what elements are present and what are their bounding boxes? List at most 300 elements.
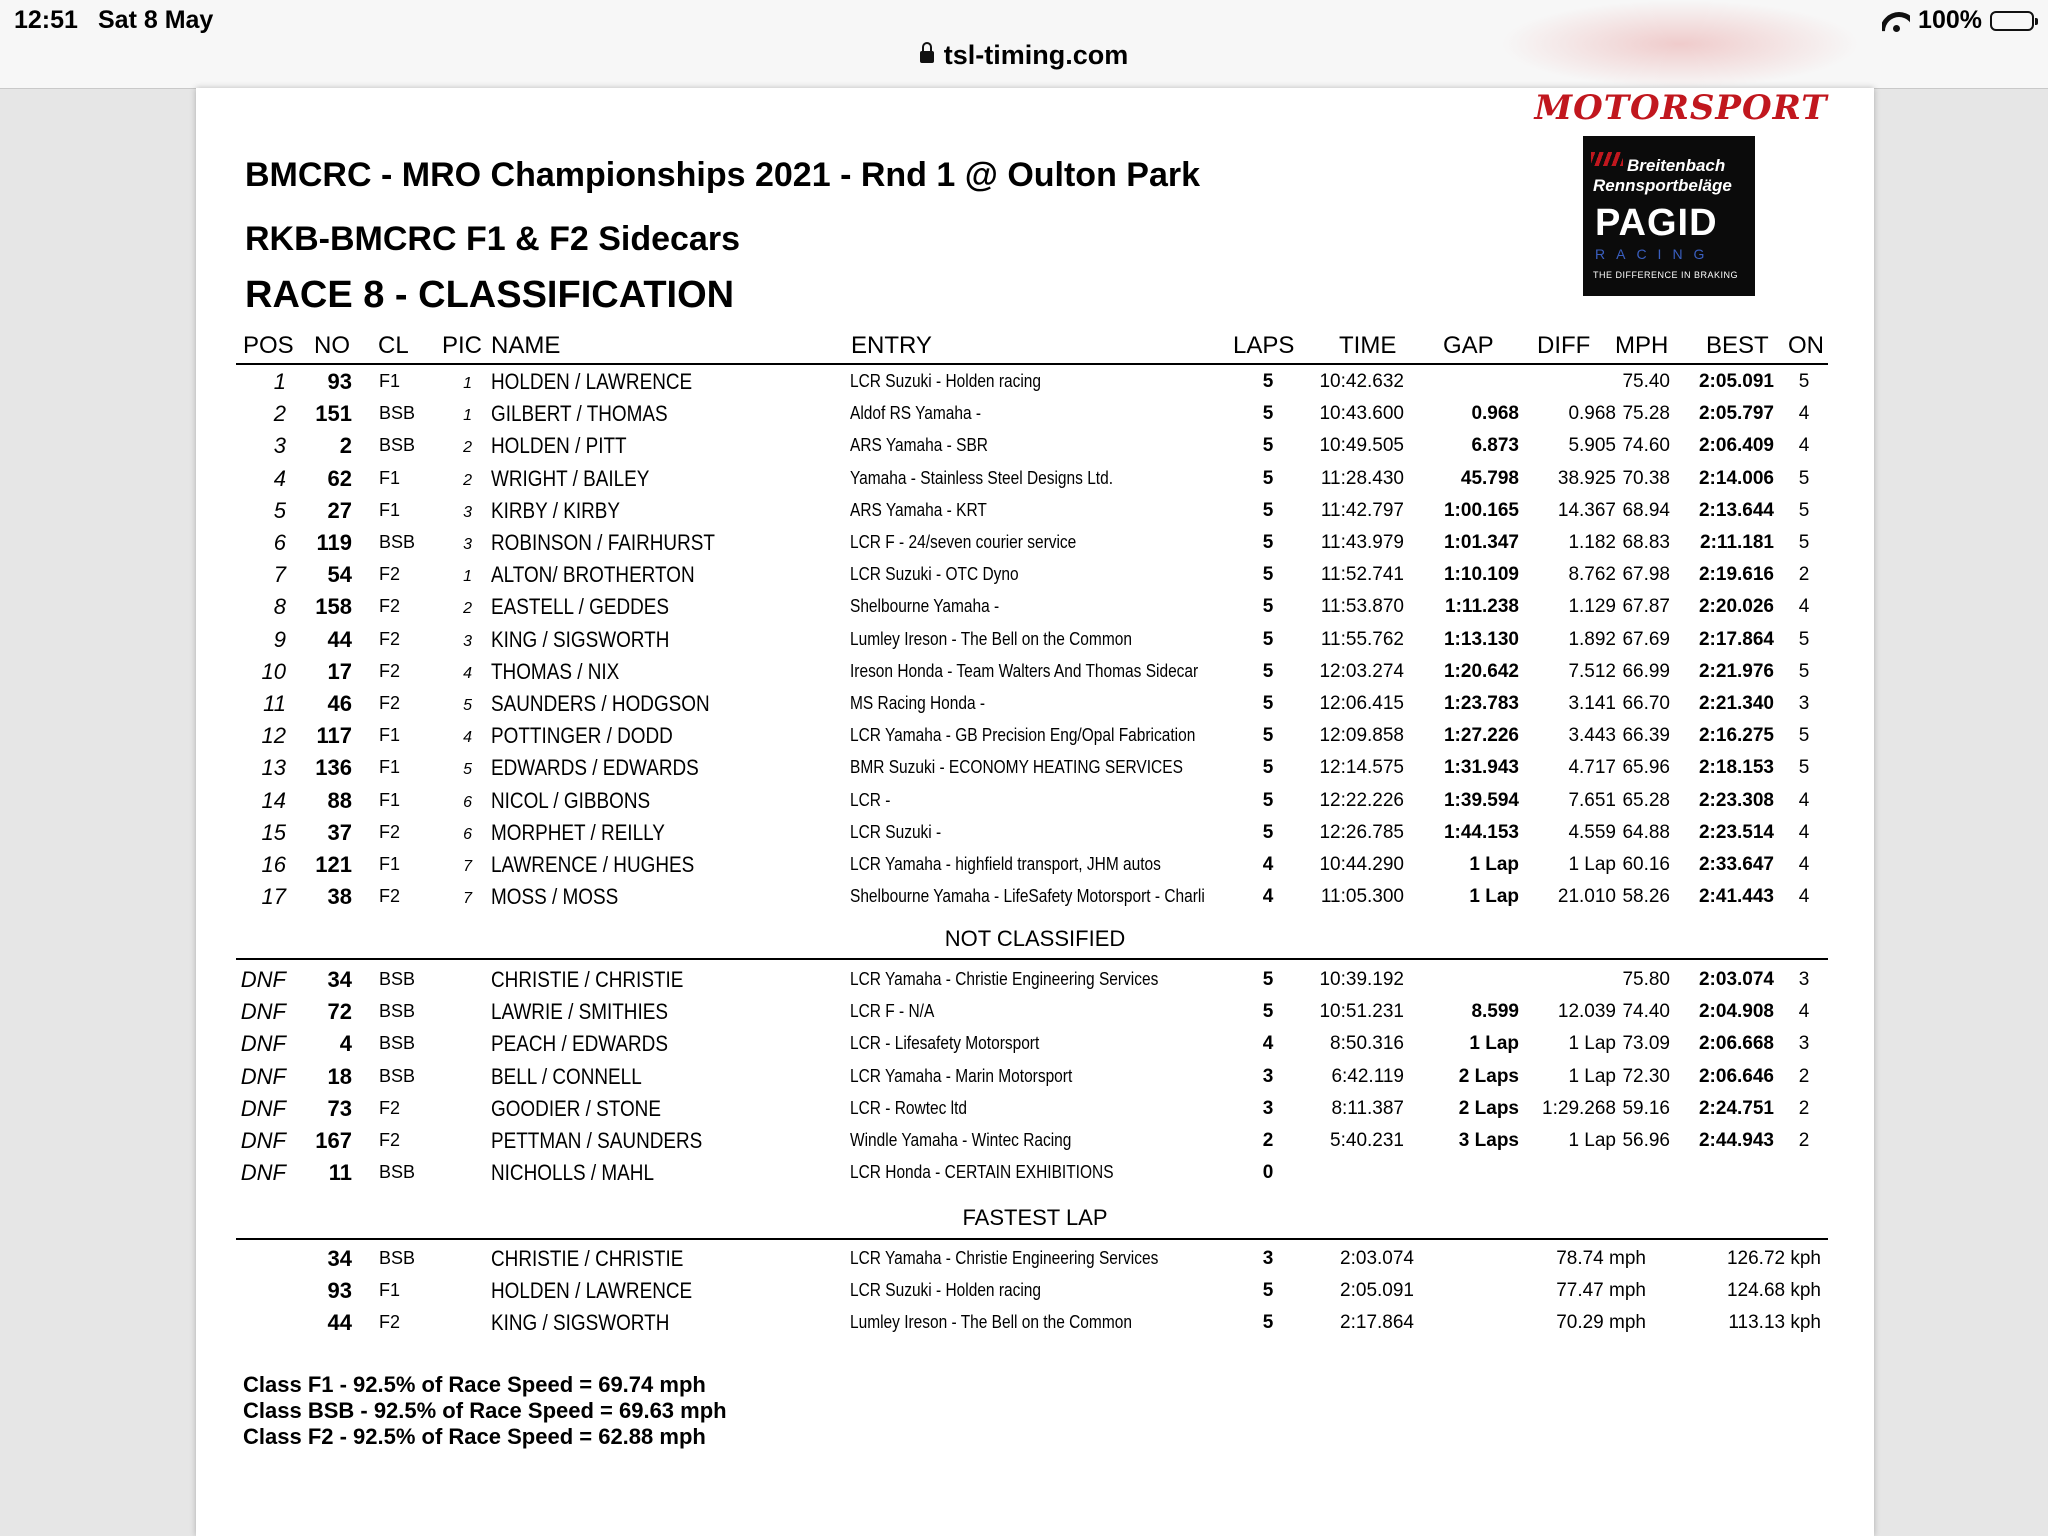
driver-names: PEACH / EDWARDS — [491, 1031, 668, 1057]
total-time: 11:28.430 — [1320, 467, 1404, 489]
best-on-lap: 5 — [1798, 371, 1810, 392]
table-row — [196, 1064, 1874, 1096]
logo-stripes — [1591, 152, 1623, 166]
driver-names: WRIGHT / BAILEY — [491, 465, 650, 491]
table-row — [196, 659, 1874, 691]
diff: 4.559 — [1568, 821, 1616, 843]
position: 1 — [273, 369, 286, 394]
table-row — [196, 1128, 1874, 1160]
position-in-class: 7 — [463, 858, 472, 875]
total-time: 11:52.741 — [1320, 564, 1404, 586]
total-time: 6:42.119 — [1331, 1065, 1404, 1087]
total-time: 10:43.600 — [1319, 403, 1404, 425]
speed-mph: 78.74 mph — [1556, 1248, 1646, 1269]
col-entry: ENTRY — [851, 332, 932, 359]
table-row — [196, 1310, 1874, 1342]
best-lap: 2:14.006 — [1698, 467, 1774, 489]
best-lap: 2:21.340 — [1698, 693, 1774, 714]
total-time: 11:42.797 — [1320, 499, 1404, 521]
driver-names: GOODIER / STONE — [491, 1095, 661, 1121]
class: BSB — [379, 1065, 416, 1086]
class: BSB — [379, 532, 416, 552]
position: 3 — [273, 433, 286, 459]
best-lap: 2:24.751 — [1698, 1097, 1774, 1119]
best-on-lap: 5 — [1798, 467, 1810, 489]
mph: 66.99 — [1622, 660, 1670, 682]
car-number: 37 — [327, 819, 352, 845]
position: 11 — [263, 691, 286, 716]
table-row — [196, 433, 1874, 465]
results-document — [196, 88, 1874, 1536]
car-number: 44 — [327, 626, 352, 652]
class: BSB — [379, 1248, 416, 1268]
laps: 5 — [1262, 789, 1274, 811]
position-in-class: 7 — [463, 890, 472, 908]
laps: 5 — [1262, 499, 1274, 521]
driver-names: HOLDEN / PITT — [491, 433, 627, 459]
mph: 67.87 — [1622, 596, 1670, 618]
mph: 73.09 — [1622, 1033, 1670, 1055]
car-number: 27 — [327, 497, 352, 523]
laps: 4 — [1262, 1033, 1274, 1055]
class: F2 — [379, 1312, 401, 1333]
total-time: 5:40.231 — [1330, 1130, 1404, 1151]
class: F2 — [379, 693, 401, 713]
entry-name: LCR Yamaha - Christie Engineering Services — [850, 969, 1159, 989]
best-lap: 2:17.864 — [1698, 628, 1774, 650]
table-row — [196, 466, 1874, 498]
best-on-lap: 3 — [1798, 693, 1810, 714]
position-in-class: 1 — [463, 407, 472, 425]
position: 15 — [261, 819, 286, 845]
gap: 1:23.783 — [1443, 693, 1519, 714]
lap-time: 2:03.074 — [1340, 1248, 1414, 1269]
best-lap: 2:33.647 — [1698, 854, 1774, 875]
col-diff: DIFF — [1537, 332, 1591, 359]
gap: 2 Laps — [1458, 1065, 1519, 1087]
position: 14 — [261, 787, 286, 813]
driver-names: EDWARDS / EDWARDS — [491, 755, 699, 781]
gap: 1:00.165 — [1443, 499, 1519, 521]
car-number: 121 — [315, 852, 352, 877]
col-mph: MPH — [1615, 332, 1669, 359]
table-row — [196, 498, 1874, 530]
best-on-lap: 5 — [1798, 725, 1810, 747]
class: BSB — [379, 435, 416, 456]
car-number: 11 — [328, 1160, 352, 1186]
driver-names: EASTELL / GEDDES — [491, 594, 670, 620]
position: 2 — [273, 401, 286, 427]
total-time: 8:11.387 — [1331, 1097, 1404, 1119]
class: BSB — [379, 1162, 416, 1183]
total-time: 8:50.316 — [1330, 1033, 1404, 1055]
class: BSB — [379, 403, 416, 424]
car-number: 119 — [316, 530, 352, 555]
entry-name: LCR Suzuki - OTC Dyno — [850, 564, 1019, 585]
date: Sat 8 May — [98, 6, 214, 34]
driver-names: KING / SIGSWORTH — [491, 626, 670, 652]
class: F1 — [379, 1280, 401, 1301]
entry-name: LCR Suzuki - Holden racing — [850, 1280, 1042, 1301]
position: 9 — [273, 626, 286, 652]
laps: 5 — [1262, 467, 1274, 489]
total-time: 11:53.870 — [1320, 596, 1404, 618]
car-number: 54 — [327, 562, 352, 588]
lap-number: 5 — [1262, 1280, 1274, 1302]
car-number: 93 — [327, 369, 352, 394]
class: F2 — [379, 821, 401, 842]
table-row — [196, 723, 1874, 755]
class: F1 — [379, 789, 401, 810]
laps: 4 — [1262, 886, 1274, 908]
diff: 1.892 — [1568, 628, 1616, 650]
total-time: 12:26.785 — [1319, 821, 1404, 843]
position: 17 — [261, 884, 286, 910]
diff: 1.182 — [1568, 532, 1616, 553]
entry-name: LCR - — [850, 789, 891, 810]
gap: 2 Laps — [1458, 1097, 1519, 1119]
car-number: 34 — [327, 967, 352, 992]
total-time: 10:49.505 — [1319, 435, 1404, 457]
table-row — [196, 530, 1874, 562]
lap-time: 2:17.864 — [1340, 1312, 1414, 1334]
wifi-icon — [1882, 10, 1910, 32]
table-row — [196, 1031, 1874, 1063]
laps: 5 — [1262, 596, 1274, 618]
table-row — [196, 820, 1874, 852]
gap: 1:20.642 — [1443, 660, 1519, 682]
entry-name: LCR Yamaha - highfield transport, JHM autos — [850, 854, 1161, 874]
laps: 5 — [1262, 757, 1274, 779]
car-number: 117 — [316, 723, 352, 749]
gap: 1 Lap — [1469, 886, 1519, 908]
mph: 56.96 — [1622, 1130, 1670, 1151]
mph: 75.80 — [1622, 969, 1670, 990]
position: DNF — [240, 999, 286, 1025]
car-number: 72 — [327, 999, 352, 1025]
car-number: 2 — [339, 433, 352, 459]
class: F1 — [379, 757, 401, 778]
best-lap: 2:04.908 — [1698, 1001, 1774, 1023]
driver-names: LAWRIE / SMITHIES — [491, 999, 668, 1025]
col-name: NAME — [491, 332, 561, 359]
driver-names: BELL / CONNELL — [491, 1063, 642, 1089]
best-lap: 2:20.026 — [1698, 596, 1774, 618]
address-bar[interactable] — [0, 40, 2048, 71]
best-lap: 2:05.091 — [1698, 371, 1774, 392]
best-on-lap: 2 — [1798, 564, 1810, 586]
mph: 66.70 — [1622, 693, 1670, 714]
driver-names: KIRBY / KIRBY — [491, 497, 620, 523]
position: 10 — [261, 658, 286, 684]
car-number: 73 — [327, 1095, 352, 1121]
best-on-lap: 3 — [1798, 969, 1810, 990]
best-lap: 2:23.308 — [1698, 789, 1774, 811]
class: F2 — [379, 564, 401, 585]
driver-names: THOMAS / NIX — [491, 658, 620, 684]
position-in-class: 4 — [463, 664, 472, 682]
logo-line1: Breitenbach — [1627, 156, 1726, 175]
gap: 1 Lap — [1469, 854, 1519, 875]
table-row — [196, 788, 1874, 820]
gap: 1:10.109 — [1443, 564, 1519, 586]
position: 13 — [261, 755, 286, 781]
entry-name: LCR Yamaha - GB Precision Eng/Opal Fabrication — [850, 725, 1196, 746]
laps: 5 — [1262, 628, 1274, 650]
entry-name: LCR Suzuki - Holden racing — [850, 371, 1042, 391]
total-time: 12:14.575 — [1319, 757, 1404, 779]
best-lap: 2:13.644 — [1698, 499, 1774, 521]
position: DNF — [240, 1095, 286, 1121]
mph: 74.60 — [1622, 435, 1670, 457]
fastest-lap-heading: FASTEST LAP — [962, 1205, 1108, 1230]
gap: 45.798 — [1460, 467, 1519, 489]
best-lap: 2:11.181 — [1700, 532, 1774, 553]
driver-names: SAUNDERS / HODGSON — [491, 691, 710, 716]
mph: 72.30 — [1622, 1065, 1670, 1087]
class: F2 — [379, 628, 401, 649]
table-row — [196, 1096, 1874, 1128]
diff: 0.968 — [1568, 403, 1616, 425]
laps: 4 — [1262, 854, 1274, 875]
laps: 5 — [1262, 821, 1274, 843]
best-lap: 2:23.514 — [1698, 821, 1774, 843]
diff: 4.717 — [1568, 757, 1616, 779]
position: 7 — [273, 562, 286, 588]
best-lap: 2:03.074 — [1698, 969, 1774, 990]
entry-name: LCR Honda - CERTAIN EXHIBITIONS — [850, 1162, 1114, 1183]
car-number: 167 — [315, 1128, 352, 1153]
position: DNF — [240, 1063, 286, 1089]
table-row — [196, 967, 1874, 999]
entry-name: Aldof RS Yamaha - — [850, 403, 982, 424]
mph: 64.88 — [1622, 821, 1670, 843]
best-lap: 2:21.976 — [1698, 660, 1774, 682]
col-time: TIME — [1339, 332, 1397, 359]
class: F1 — [379, 725, 401, 746]
best-lap: 2:19.616 — [1698, 564, 1774, 586]
driver-names: CHRISTIE / CHRISTIE — [491, 1246, 684, 1271]
class: F1 — [379, 371, 401, 391]
mph: 74.40 — [1622, 1001, 1670, 1023]
total-time: 11:43.979 — [1320, 532, 1404, 553]
note-f1: Class F1 - 92.5% of Race Speed = 69.74 mph — [243, 1372, 706, 1397]
table-row — [196, 755, 1874, 787]
laps: 5 — [1262, 564, 1274, 586]
position: 6 — [273, 530, 286, 555]
laps: 5 — [1262, 660, 1274, 682]
gap: 1:01.347 — [1443, 532, 1519, 553]
gap: 8.599 — [1471, 1001, 1519, 1023]
total-time: 12:22.226 — [1319, 789, 1404, 811]
position-in-class: 2 — [463, 439, 472, 457]
laps: 5 — [1262, 532, 1274, 553]
logo-racing: RACING — [1595, 246, 1716, 262]
driver-names: KING / SIGSWORTH — [491, 1310, 670, 1336]
best-on-lap: 5 — [1798, 757, 1810, 779]
position: DNF — [240, 1128, 286, 1153]
motorsport-logo: MOTORSPORT — [1534, 88, 1828, 128]
position: 12 — [261, 723, 286, 749]
battery-percent: 100% — [1918, 6, 1982, 34]
lock-icon — [920, 51, 934, 63]
total-time: 10:39.192 — [1319, 969, 1404, 990]
laps: 5 — [1262, 435, 1274, 457]
car-number: 88 — [327, 787, 352, 813]
driver-names: ROBINSON / FAIRHURST — [491, 530, 715, 555]
col-no: NO — [314, 332, 350, 359]
car-number: 62 — [327, 465, 352, 491]
gap: 1 Lap — [1469, 1033, 1519, 1055]
car-number: 46 — [327, 691, 352, 716]
entry-name: BMR Suzuki - ECONOMY HEATING SERVICES — [850, 757, 1183, 778]
entry-name: LCR F - 24/seven courier service — [850, 532, 1077, 552]
col-pos: POS — [243, 332, 294, 359]
best-lap: 2:16.275 — [1698, 725, 1774, 747]
position-in-class: 1 — [463, 568, 472, 586]
table-row — [196, 999, 1874, 1031]
total-time: 10:51.231 — [1319, 1001, 1404, 1023]
car-number: 4 — [339, 1031, 352, 1057]
class-title: RKB-BMCRC F1 & F2 Sidecars — [245, 220, 740, 258]
best-lap: 2:06.646 — [1698, 1065, 1774, 1087]
gap: 1:44.153 — [1443, 821, 1519, 843]
class: F1 — [379, 499, 401, 520]
entry-name: LCR Yamaha - Marin Motorsport — [850, 1065, 1073, 1086]
speed-kph: 113.13 kph — [1728, 1312, 1821, 1334]
table-row — [196, 884, 1874, 916]
col-best: BEST — [1706, 332, 1769, 359]
driver-names: CHRISTIE / CHRISTIE — [491, 967, 684, 992]
entry-name: Lumley Ireson - The Bell on the Common — [850, 628, 1132, 649]
mph: 65.96 — [1622, 757, 1670, 779]
total-time: 12:03.274 — [1319, 660, 1404, 682]
total-time: 12:09.858 — [1319, 725, 1404, 747]
entry-name: Shelbourne Yamaha - — [850, 596, 1000, 617]
best-on-lap: 4 — [1798, 596, 1810, 618]
best-lap: 2:05.797 — [1698, 403, 1774, 425]
table-row — [196, 1160, 1874, 1192]
best-on-lap: 4 — [1798, 403, 1810, 425]
lap-time: 2:05.091 — [1340, 1280, 1414, 1302]
logo-tagline: THE DIFFERENCE IN BRAKING — [1593, 270, 1739, 280]
mph: 66.39 — [1622, 725, 1670, 747]
race-title: RACE 8 - CLASSIFICATION — [245, 274, 735, 316]
mph: 58.26 — [1622, 886, 1670, 908]
table-row — [196, 1278, 1874, 1310]
diff: 1 Lap — [1568, 1033, 1616, 1055]
position: DNF — [240, 1160, 286, 1186]
lap-number: 3 — [1262, 1248, 1274, 1269]
entry-name: ARS Yamaha - SBR — [850, 435, 988, 456]
best-on-lap: 2 — [1798, 1065, 1810, 1087]
battery-icon — [1990, 11, 2034, 31]
url-text: tsl-timing.com — [943, 40, 1129, 70]
not-classified-heading: NOT CLASSIFIED — [944, 926, 1126, 951]
speed-kph: 126.72 kph — [1726, 1248, 1821, 1269]
driver-names: HOLDEN / LAWRENCE — [491, 369, 693, 394]
class: F2 — [379, 660, 401, 681]
speed-mph: 70.29 mph — [1556, 1312, 1646, 1334]
position-in-class: 3 — [463, 632, 472, 650]
position-in-class: 3 — [463, 536, 472, 553]
class: BSB — [379, 1033, 416, 1054]
class: F2 — [379, 596, 401, 617]
position-in-class: 5 — [463, 697, 472, 714]
entry-name: MS Racing Honda - — [850, 693, 986, 713]
laps: 5 — [1262, 1001, 1274, 1023]
col-pic: PIC — [442, 332, 483, 359]
driver-names: HOLDEN / LAWRENCE — [491, 1278, 693, 1304]
table-row — [196, 852, 1874, 884]
laps: 5 — [1262, 725, 1274, 747]
position-in-class: 5 — [463, 761, 472, 779]
header-rule — [236, 363, 1828, 365]
best-on-lap: 2 — [1798, 1130, 1810, 1151]
best-on-lap: 5 — [1798, 660, 1810, 682]
not-classified-rule — [236, 958, 1828, 960]
speed-kph: 124.68 kph — [1726, 1280, 1821, 1302]
position-in-class: 2 — [463, 600, 472, 618]
best-on-lap: 5 — [1798, 628, 1810, 650]
position: 4 — [273, 465, 286, 491]
best-lap: 2:18.153 — [1698, 757, 1774, 779]
total-time: 11:55.762 — [1320, 628, 1404, 650]
car-number: 158 — [315, 594, 352, 620]
best-on-lap: 4 — [1798, 821, 1810, 843]
table-row — [196, 594, 1874, 626]
position-in-class: 4 — [463, 729, 472, 747]
class: F1 — [379, 467, 401, 488]
total-time: 10:42.632 — [1319, 371, 1404, 392]
position-in-class: 1 — [463, 375, 472, 392]
mph: 75.40 — [1622, 371, 1670, 392]
best-on-lap: 4 — [1798, 886, 1810, 908]
car-number: 38 — [327, 884, 352, 910]
mph: 68.94 — [1622, 499, 1670, 521]
mph: 60.16 — [1622, 854, 1670, 875]
gap: 1:39.594 — [1443, 789, 1519, 811]
table-row — [196, 401, 1874, 433]
laps: 5 — [1262, 371, 1274, 392]
mph: 65.28 — [1622, 789, 1670, 811]
status-icons — [1882, 6, 2034, 35]
driver-names: LAWRENCE / HUGHES — [491, 852, 695, 877]
entry-name: Ireson Honda - Team Walters And Thomas Sidecar — [850, 660, 1199, 681]
mph: 59.16 — [1622, 1097, 1670, 1119]
laps: 3 — [1262, 1097, 1274, 1119]
gap: 1:13.130 — [1443, 628, 1519, 650]
car-number: 151 — [315, 401, 352, 427]
speed-mph: 77.47 mph — [1556, 1280, 1646, 1302]
diff: 38.925 — [1557, 467, 1616, 489]
class: F2 — [379, 886, 401, 907]
class: F2 — [379, 1130, 401, 1150]
col-cl: CL — [378, 332, 409, 359]
car-number: 17 — [327, 658, 352, 684]
total-time: 12:06.415 — [1319, 693, 1404, 714]
diff: 1 Lap — [1568, 1065, 1616, 1087]
best-on-lap: 2 — [1798, 1097, 1810, 1119]
diff: 1.129 — [1568, 596, 1616, 618]
best-lap: 2:41.443 — [1698, 886, 1774, 908]
table-row — [196, 1246, 1874, 1278]
col-on: ON — [1788, 332, 1824, 359]
car-number: 136 — [315, 755, 352, 781]
driver-names: GILBERT / THOMAS — [491, 401, 668, 427]
laps: 2 — [1262, 1130, 1274, 1151]
total-time: 11:05.300 — [1320, 886, 1404, 908]
